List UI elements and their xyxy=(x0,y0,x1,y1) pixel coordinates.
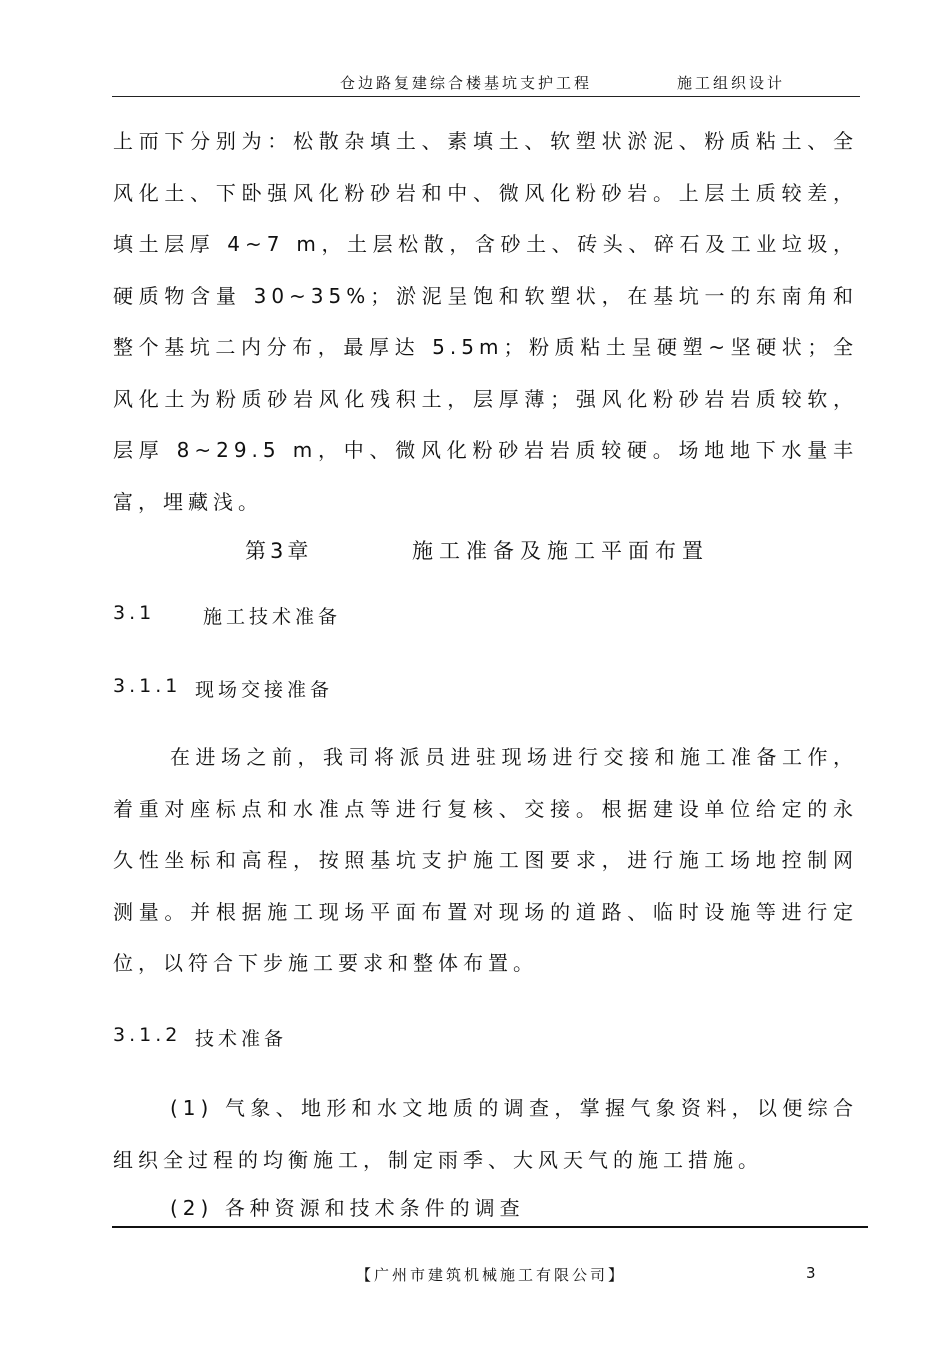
header-document-type: 施工组织设计 xyxy=(677,74,786,92)
section-3-1-1-title: 现场交接准备 xyxy=(195,679,334,701)
page-number: 3 xyxy=(806,1264,816,1282)
header-project-title: 仓边路复建综合楼基坑支护工程 xyxy=(340,74,593,92)
footer-company-name: 【广州市建筑机械施工有限公司】 xyxy=(356,1266,627,1284)
list-item-2: (2) 各种资源和技术条件的调查 xyxy=(170,1196,525,1220)
list-item-1: (1) 气象、地形和水文地质的调查，掌握气象资料，以便综合组织全过程的均衡施工，制定雨季、大风天气的施工措施。 xyxy=(113,1096,858,1172)
section-3-1-2-number: 3.1.2 xyxy=(113,1024,182,1046)
section-3-1-title: 施工技术准备 xyxy=(203,606,342,628)
page-header xyxy=(112,70,860,97)
section-3-1-2-title: 技术准备 xyxy=(195,1028,288,1050)
section-3-1-number: 3.1 xyxy=(113,602,156,624)
chapter-title: 施工准备及施工平面布置 xyxy=(412,539,709,563)
intro-paragraph: 上而下分别为：松散杂填土、素填土、软塑状淤泥、粉质粘土、全风化土、下卧强风化粉砂岩和中、微风化粉砂岩。上层土质较差，填土层厚 4~7 m，土层松散，含砂土、砖头、碎石及工业垃圾，硬质物含量 30~35%；淤泥呈饱和软塑状，在基坑一的东南角和整个基坑二内分布，最厚达 5.5m；粉质粘土呈硬塑~坚硬状；全风化土为粉质砂岩风化残积土，层厚薄；强风化粉砂岩岩质较软，层厚 8~29.5 m，中、微风化粉砂岩岩质较硬。场地地下水量丰富，埋藏浅。 xyxy=(113,129,858,514)
section-3-1-1-number: 3.1.1 xyxy=(113,675,182,697)
footer-divider xyxy=(112,1226,868,1228)
chapter-number: 第3章 xyxy=(245,539,313,563)
section-3-1-1-paragraph: 在进场之前，我司将派员进驻现场进行交接和施工准备工作，着重对座标点和水准点等进行复核、交接。根据建设单位给定的永久性坐标和高程，按照基坑支护施工图要求，进行施工场地控制网测量。并根据施工现场平面布置对现场的道路、临时设施等进行定位，以符合下步施工要求和整体布置。 xyxy=(113,745,858,975)
